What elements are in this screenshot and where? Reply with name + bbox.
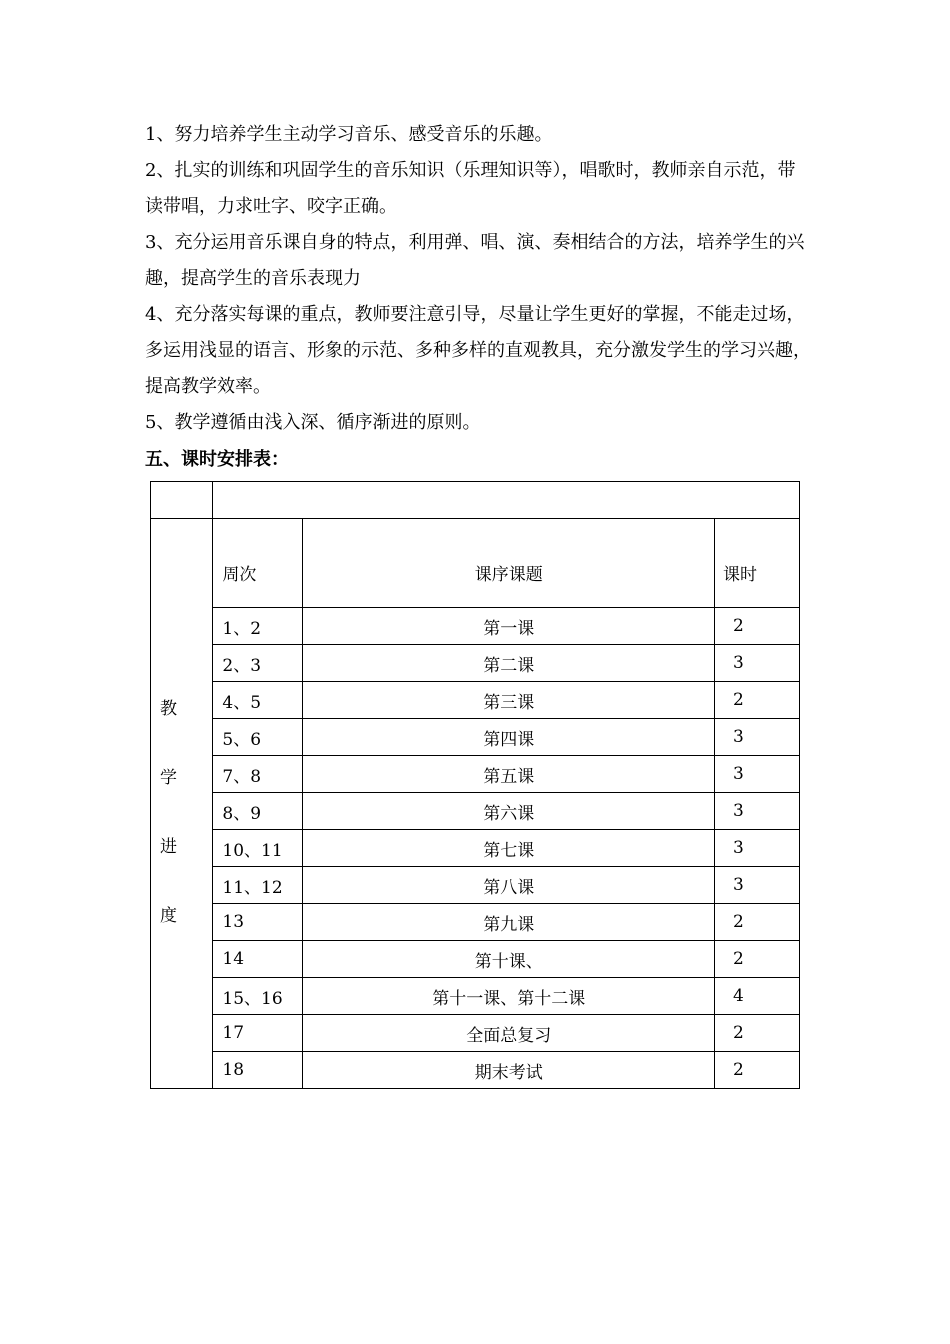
cell-title: 全面总复习 — [303, 1015, 715, 1052]
paragraph-4: 4、充分落实每课的重点，教师要注意引导，尽量让学生更好的掌握，不能走过场，多运用浅显的语言、形象的示范、多种多样的直观教具，充分激发学生的学习兴趣，提高教学效率。 — [145, 304, 811, 397]
cell-hours: 2 — [715, 1015, 800, 1052]
cell-hours: 3 — [715, 756, 800, 793]
table-row — [151, 719, 800, 756]
paragraph-5: 5、教学遵循由浅入深、循序渐进的原则。 — [145, 412, 481, 433]
cell-hours: 2 — [715, 904, 800, 941]
side-label-char: 进 — [160, 836, 177, 857]
cell-title: 第七课 — [303, 830, 715, 867]
cell-hours: 4 — [715, 978, 800, 1015]
cell-week: 11、12 — [213, 867, 303, 904]
paragraph-2: 2、扎实的训练和巩固学生的音乐知识（乐理知识等），唱歌时，教师亲自示范，带读带唱，力求吐字、咬字正确。 — [145, 160, 796, 217]
cell-title: 第三课 — [303, 682, 715, 719]
side-label-char: 度 — [160, 905, 177, 926]
cell-hours: 3 — [715, 793, 800, 830]
cell-title: 第一课 — [303, 608, 715, 645]
side-label-char: 学 — [160, 767, 177, 788]
cell-week: 10、11 — [213, 830, 303, 867]
table-header-row — [151, 519, 800, 608]
cell-week: 4、5 — [213, 682, 303, 719]
cell-week: 13 — [213, 904, 303, 941]
cell-hours: 3 — [715, 645, 800, 682]
cell-title: 第五课 — [303, 756, 715, 793]
empty-corner-cell — [151, 482, 213, 519]
cell-hours: 2 — [715, 941, 800, 978]
empty-top-cell — [213, 482, 800, 519]
cell-title: 第十课、 — [303, 941, 715, 978]
cell-title: 第六课 — [303, 793, 715, 830]
cell-week: 15、16 — [213, 978, 303, 1015]
cell-week: 2、3 — [213, 645, 303, 682]
cell-hours: 2 — [715, 682, 800, 719]
cell-title: 第四课 — [303, 719, 715, 756]
cell-title: 第八课 — [303, 867, 715, 904]
table-row — [151, 645, 800, 682]
table-row — [151, 941, 800, 978]
header-week: 周次 — [213, 519, 303, 608]
side-label-cell — [151, 519, 213, 1089]
cell-week: 1、2 — [213, 608, 303, 645]
cell-week: 7、8 — [213, 756, 303, 793]
side-label-char: 教 — [160, 698, 177, 719]
cell-week: 14 — [213, 941, 303, 978]
cell-week: 8、9 — [213, 793, 303, 830]
table-row — [151, 1015, 800, 1052]
cell-hours: 3 — [715, 867, 800, 904]
cell-title: 第十一课、第十二课 — [303, 978, 715, 1015]
table-row — [151, 978, 800, 1015]
table-row — [151, 1052, 800, 1089]
table-row — [151, 682, 800, 719]
cell-hours: 3 — [715, 719, 800, 756]
cell-week: 18 — [213, 1052, 303, 1089]
table-row — [151, 867, 800, 904]
table-row — [151, 608, 800, 645]
paragraph-3: 3、充分运用音乐课自身的特点，利用弹、唱、演、奏相结合的方法，培养学生的兴趣，提高学生的音乐表现力 — [145, 232, 805, 289]
table-row — [151, 904, 800, 941]
header-title: 课序课题 — [303, 519, 715, 608]
cell-title: 期末考试 — [303, 1052, 715, 1089]
cell-hours: 3 — [715, 830, 800, 867]
table-row — [151, 756, 800, 793]
schedule-table — [150, 481, 800, 1089]
table-row — [151, 793, 800, 830]
table-row — [151, 830, 800, 867]
section-heading: 五、课时安排表： — [145, 449, 289, 470]
header-hours: 课时 — [715, 519, 800, 608]
cell-title: 第二课 — [303, 645, 715, 682]
cell-title: 第九课 — [303, 904, 715, 941]
cell-hours: 2 — [715, 1052, 800, 1089]
cell-week: 17 — [213, 1015, 303, 1052]
table-top-row — [151, 482, 800, 519]
cell-week: 5、6 — [213, 719, 303, 756]
paragraph-1: 1、努力培养学生主动学习音乐、感受音乐的乐趣。 — [145, 124, 553, 145]
cell-hours: 2 — [715, 608, 800, 645]
